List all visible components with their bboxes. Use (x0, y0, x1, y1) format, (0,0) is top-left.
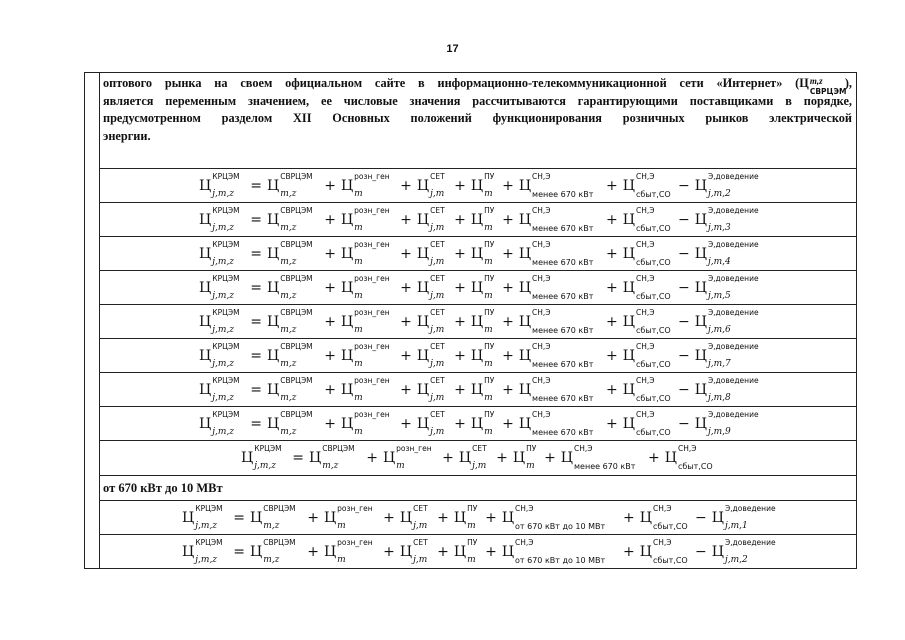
price-set: Ц СЕТ j,m (458, 444, 487, 471)
intro-line-3: предусмотренном разделом XII Основных положений функционирования розничных рынков электрической (103, 111, 852, 125)
price-pu: Ц ПУ m (470, 171, 495, 199)
price-pu: Ц ПУ m (470, 239, 495, 267)
price-rozn-gen: Ц розн_ген m (340, 409, 390, 437)
plus-sign: + (454, 245, 466, 262)
plus-sign: + (324, 347, 336, 364)
plus-sign: + (454, 211, 466, 228)
formula-cell (100, 305, 857, 339)
plus-sign: + (606, 279, 618, 296)
price-pu: Ц ПУ m (470, 409, 495, 437)
formula-row (85, 501, 857, 535)
plus-sign: + (400, 211, 412, 228)
plus-sign: + (400, 347, 412, 364)
price-sn: Ц СН,Э менее 670 кВт (518, 273, 594, 301)
formula-row (85, 535, 857, 569)
price-lhs: Ц КРЦЭМ j,m,z (199, 341, 240, 369)
tariff-table (84, 72, 857, 569)
plus-sign: + (606, 347, 618, 364)
price-set: Ц СЕТ j,m (416, 307, 445, 335)
price-sbyt: Ц СН,Э сбыт,СО (622, 341, 671, 369)
minus-sign: − (677, 313, 690, 330)
plus-sign: + (502, 177, 514, 194)
price-svrcem: Ц СВРЦЭМ m,z (267, 239, 313, 267)
formula (182, 537, 776, 565)
price-sbyt: Ц СН,Э сбыт,СО (622, 409, 671, 437)
plus-sign: + (502, 381, 514, 398)
plus-sign: + (502, 313, 514, 330)
price-sbyt: Ц СН,Э сбыт,СО (639, 503, 688, 531)
minus-sign: − (677, 177, 690, 194)
plus-sign: + (383, 509, 395, 526)
plus-sign: + (400, 381, 412, 398)
price-dovedenie: Ц Э,доведение j,m,2 (694, 171, 759, 199)
price-set: Ц СЕТ j,m (416, 205, 445, 233)
price-rozn-gen: Ц розн_ген m (382, 444, 432, 471)
intro-line-1: оптового рынка на своем официальном сайте в информационно-телекоммуникационной сети «Интернет» (Ц СВРЦЭМ m,z ), (103, 75, 852, 93)
price-rozn-gen: Ц розн_ген m (323, 537, 373, 565)
plus-sign: + (606, 245, 618, 262)
price-set: Ц СЕТ j,m (399, 537, 428, 565)
price-sbyt: Ц СН,Э сбыт,СО (639, 537, 688, 565)
price-set: Ц СЕТ j,m (416, 171, 445, 199)
plus-sign: + (400, 177, 412, 194)
plus-sign: + (502, 415, 514, 432)
price-rozn-gen: Ц розн_ген m (340, 341, 390, 369)
formula (199, 341, 759, 369)
price-set: Ц СЕТ j,m (416, 273, 445, 301)
plus-sign: + (502, 347, 514, 364)
plus-sign: + (544, 450, 556, 466)
plus-sign: + (502, 245, 514, 262)
formula-cell (100, 501, 857, 535)
price-set: Ц СЕТ j,m (416, 409, 445, 437)
equals-sign: = (250, 381, 262, 398)
formula-row (85, 203, 857, 237)
plus-sign: + (307, 509, 319, 526)
price-lhs: Ц КРЦЭМ j,m,z (199, 273, 240, 301)
price-lhs: Ц КРЦЭМ j,m,z (199, 307, 240, 335)
price-pu: Ц ПУ m (470, 307, 495, 335)
price-svrcem: Ц СВРЦЭМ m,z (250, 503, 296, 531)
formula-cell (100, 271, 857, 305)
formula (199, 307, 759, 335)
formula-row (85, 169, 857, 203)
plus-sign: + (366, 450, 378, 466)
plus-sign: + (454, 313, 466, 330)
plus-sign: + (606, 313, 618, 330)
price-rozn-gen: Ц розн_ген m (340, 375, 390, 403)
minus-sign: − (694, 509, 707, 526)
price-svrcem: Ц СВРЦЭМ m,z (308, 444, 355, 471)
formula (199, 171, 759, 199)
price-svrcem: Ц СВРЦЭМ m,z (267, 307, 313, 335)
equals-sign: = (233, 543, 245, 560)
plus-sign: + (496, 450, 508, 466)
equals-sign: = (292, 450, 304, 466)
plus-sign: + (383, 543, 395, 560)
formula-cell (100, 373, 857, 407)
formula (199, 409, 759, 437)
price-svrcem: Ц СВРЦЭМ m,z (267, 171, 313, 199)
price-sn: Ц СН,Э менее 670 кВт (518, 307, 594, 335)
price-sn: Ц СН,Э менее 670 кВт (518, 239, 594, 267)
plus-sign: + (324, 177, 336, 194)
price-sn: Ц СН,Э менее 670 кВт (560, 444, 636, 471)
price-pu: Ц ПУ m (453, 503, 478, 531)
plus-sign: + (454, 415, 466, 432)
price-pu: Ц ПУ m (512, 444, 537, 471)
price-svrcem: Ц СВРЦЭМ m,z (267, 409, 313, 437)
price-dovedenie: Ц Э,доведение j,m,5 (694, 273, 759, 301)
price-pu: Ц ПУ m (470, 273, 495, 301)
plus-sign: + (454, 347, 466, 364)
minus-sign: − (677, 415, 690, 432)
price-sn: Ц СН,Э менее 670 кВт (518, 171, 594, 199)
formula-row (85, 407, 857, 441)
equals-sign: = (250, 279, 262, 296)
plus-sign: + (606, 415, 618, 432)
price-lhs: Ц КРЦЭМ j,m,z (182, 503, 223, 531)
price-sn: Ц СН,Э менее 670 кВт (518, 341, 594, 369)
plus-sign: + (606, 381, 618, 398)
price-sn: Ц СН,Э от 670 кВт до 10 МВт (501, 537, 606, 565)
price-lhs: Ц КРЦЭМ j,m,z (199, 205, 240, 233)
price-rozn-gen: Ц розн_ген m (340, 205, 390, 233)
plus-sign: + (454, 279, 466, 296)
price-sn: Ц СН,Э от 670 кВт до 10 МВт (501, 503, 606, 531)
formula (199, 273, 759, 301)
minus-sign: − (677, 347, 690, 364)
price-pu: Ц ПУ m (470, 375, 495, 403)
price-sbyt: Ц СН,Э сбыт,СО (622, 375, 671, 403)
plus-sign: + (502, 211, 514, 228)
plus-sign: + (400, 313, 412, 330)
plus-sign: + (324, 211, 336, 228)
price-sbyt: Ц СН,Э сбыт,СО (622, 171, 671, 199)
plus-sign: + (400, 245, 412, 262)
price-sn: Ц СН,Э менее 670 кВт (518, 375, 594, 403)
plus-sign: + (437, 543, 449, 560)
plus-sign: + (454, 381, 466, 398)
price-svrcem: Ц СВРЦЭМ m,z (267, 205, 313, 233)
plus-sign: + (648, 450, 660, 466)
price-set: Ц СЕТ j,m (416, 341, 445, 369)
price-sbyt: Ц СН,Э сбыт,СО (622, 205, 671, 233)
equals-sign: = (250, 177, 262, 194)
plus-sign: + (307, 543, 319, 560)
price-lhs: Ц КРЦЭМ j,m,z (199, 375, 240, 403)
formula-row (85, 441, 857, 476)
formula-row (85, 305, 857, 339)
price-sbyt: Ц СН,Э сбыт,СО (664, 444, 713, 471)
minus-sign: − (677, 279, 690, 296)
formula-row (85, 271, 857, 305)
plus-sign: + (442, 450, 454, 466)
price-sn: Ц СН,Э менее 670 кВт (518, 205, 594, 233)
plus-sign: + (324, 415, 336, 432)
price-sbyt: Ц СН,Э сбыт,СО (622, 307, 671, 335)
price-lhs: Ц КРЦЭМ j,m,z (241, 444, 282, 471)
formula-row (85, 339, 857, 373)
formula (199, 205, 759, 233)
equals-sign: = (250, 313, 262, 330)
plus-sign: + (324, 245, 336, 262)
formula-cell (100, 169, 857, 203)
price-dovedenie: Ц Э,доведение j,m,8 (694, 375, 759, 403)
section-row (85, 476, 857, 501)
plus-sign: + (437, 509, 449, 526)
minus-sign: − (677, 381, 690, 398)
price-pu: Ц ПУ m (453, 537, 478, 565)
price-dovedenie: Ц Э,доведение j,m,9 (694, 409, 759, 437)
plus-sign: + (400, 279, 412, 296)
price-dovedenie: Ц Э,доведение j,m,4 (694, 239, 759, 267)
formula-cell (100, 237, 857, 271)
price-lhs: Ц КРЦЭМ j,m,z (199, 409, 240, 437)
formula-cell (100, 203, 857, 237)
price-set: Ц СЕТ j,m (399, 503, 428, 531)
page-number: 17 (446, 43, 459, 55)
formula (199, 375, 759, 403)
formula-cell (100, 407, 857, 441)
minus-sign: − (694, 543, 707, 560)
formula-row (85, 373, 857, 407)
plus-sign: + (623, 543, 635, 560)
plus-sign: + (485, 509, 497, 526)
price-sbyt: Ц СН,Э сбыт,СО (622, 273, 671, 301)
equals-sign: = (233, 509, 245, 526)
intro-line-2: является переменным значением, ее числовые значения рассчитываются гарантирующими поставщиками в порядке, (103, 93, 852, 108)
price-dovedenie: Ц Э,доведение j,m,2 (711, 537, 776, 565)
price-set: Ц СЕТ j,m (416, 239, 445, 267)
intro-symbol-sup: СВРЦЭМ (809, 87, 847, 96)
plus-sign: + (454, 177, 466, 194)
plus-sign: + (324, 313, 336, 330)
plus-sign: + (502, 279, 514, 296)
price-sn: Ц СН,Э менее 670 кВт (518, 409, 594, 437)
price-rozn-gen: Ц розн_ген m (340, 307, 390, 335)
intro-line-4: энергии. (103, 128, 151, 143)
price-dovedenie: Ц Э,доведение j,m,6 (694, 307, 759, 335)
price-rozn-gen: Ц розн_ген m (323, 503, 373, 531)
formula (199, 239, 759, 267)
price-set: Ц СЕТ j,m (416, 375, 445, 403)
price-rozn-gen: Ц розн_ген m (340, 273, 390, 301)
minus-sign: − (677, 211, 690, 228)
equals-sign: = (250, 211, 262, 228)
price-svrcem: Ц СВРЦЭМ m,z (267, 375, 313, 403)
formula-cell (100, 441, 857, 476)
formula (241, 444, 715, 471)
plus-sign: + (606, 177, 618, 194)
price-rozn-gen: Ц розн_ген m (340, 171, 390, 199)
plus-sign: + (324, 279, 336, 296)
formula-cell (100, 535, 857, 569)
price-pu: Ц ПУ m (470, 341, 495, 369)
price-dovedenie: Ц Э,доведение j,m,1 (711, 503, 776, 531)
plus-sign: + (485, 543, 497, 560)
price-svrcem: Ц СВРЦЭМ m,z (250, 537, 296, 565)
equals-sign: = (250, 415, 262, 432)
price-lhs: Ц КРЦЭМ j,m,z (182, 537, 223, 565)
formula-row (85, 237, 857, 271)
plus-sign: + (324, 381, 336, 398)
left-margin-column (85, 73, 100, 569)
price-svrcem: Ц СВРЦЭМ m,z (267, 341, 313, 369)
formula (182, 503, 776, 531)
price-svrcem: Ц СВРЦЭМ m,z (267, 273, 313, 301)
plus-sign: + (623, 509, 635, 526)
plus-sign: + (400, 415, 412, 432)
plus-sign: + (606, 211, 618, 228)
intro-paragraph (100, 73, 857, 169)
price-pu: Ц ПУ m (470, 205, 495, 233)
price-rozn-gen: Ц розн_ген m (340, 239, 390, 267)
intro-symbol-sub: m,z (809, 75, 823, 86)
section-label: от 670 кВт до 10 МВт (100, 476, 857, 501)
equals-sign: = (250, 347, 262, 364)
formula-cell (100, 339, 857, 373)
equals-sign: = (250, 245, 262, 262)
price-dovedenie: Ц Э,доведение j,m,7 (694, 341, 759, 369)
price-dovedenie: Ц Э,доведение j,m,3 (694, 205, 759, 233)
price-lhs: Ц КРЦЭМ j,m,z (199, 171, 240, 199)
price-sbyt: Ц СН,Э сбыт,СО (622, 239, 671, 267)
intro-row (85, 73, 857, 169)
minus-sign: − (677, 245, 690, 262)
intro-closing: ), (844, 76, 852, 90)
price-lhs: Ц КРЦЭМ j,m,z (199, 239, 240, 267)
